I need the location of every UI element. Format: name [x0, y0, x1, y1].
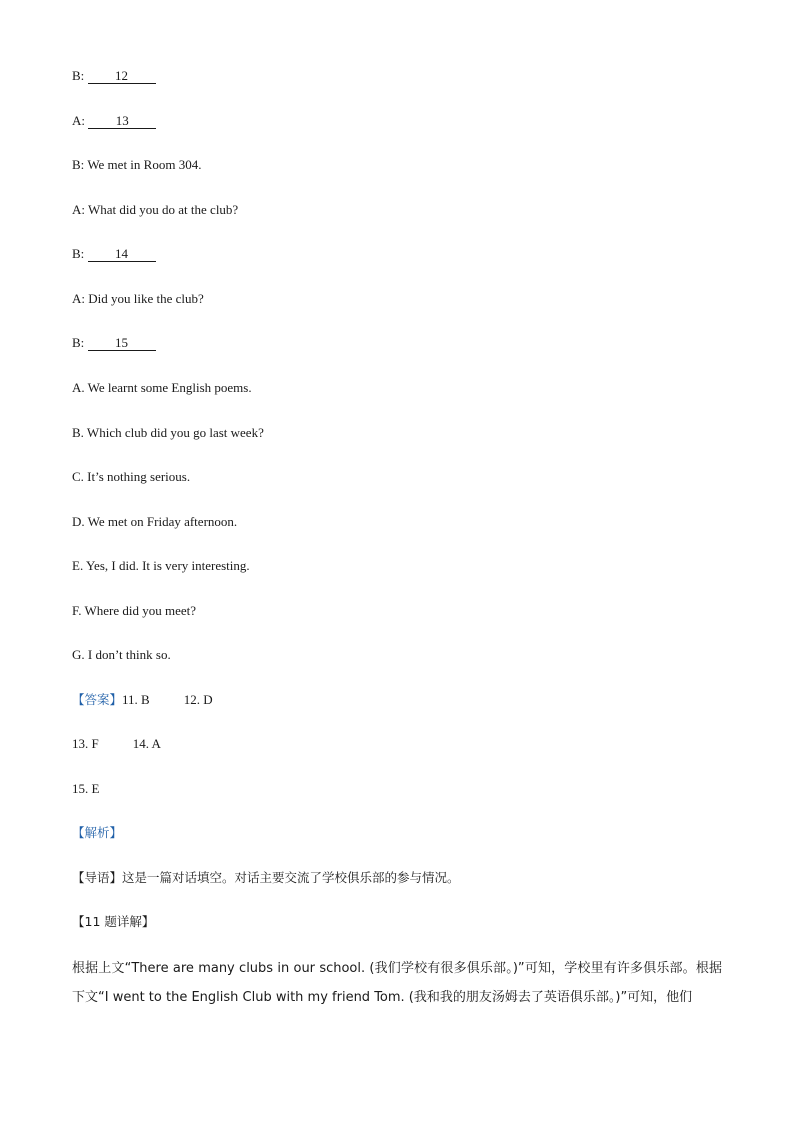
speaker-label: B:: [72, 157, 85, 172]
dialogue-line-1: [72, 67, 156, 85]
speaker-label: A:: [72, 291, 85, 306]
option-a: A. We learnt some English poems.: [72, 380, 252, 395]
answer-item: 12. D: [183, 692, 213, 707]
answer-row-1: [72, 691, 213, 709]
answer-blank-14: 14: [88, 247, 156, 262]
answer-row-3: [72, 780, 99, 798]
answer-blank-12: 12: [88, 69, 156, 84]
option-e: E. Yes, I did. It is very interesting.: [72, 558, 250, 573]
dialogue-line-4: [72, 201, 238, 219]
answer-item: 11. B: [122, 692, 150, 707]
option-c: C. It’s nothing serious.: [72, 469, 191, 484]
dialogue-text: We met in Room 304.: [87, 157, 202, 172]
option-b: B. Which club did you go last week?: [72, 425, 264, 440]
dialogue-line-7: [72, 334, 156, 352]
q11-heading: 【11 题详解】: [72, 914, 155, 929]
analysis-label: [72, 824, 122, 842]
dialogue-line-3: [72, 156, 201, 174]
dialogue-line-5: [72, 245, 156, 263]
option-g: G. I don’t think so.: [72, 647, 171, 662]
speaker-label: B:: [72, 68, 85, 83]
answer-label: 【答案】: [72, 692, 123, 707]
speaker-label: A:: [72, 113, 85, 128]
option-f: F. Where did you meet?: [72, 603, 196, 618]
option-d: D. We met on Friday afternoon.: [72, 514, 238, 529]
answer-item: 13. F: [72, 736, 99, 751]
guide-text: 【导语】这是一篇对话填空。对话主要交流了学校俱乐部的参与情况。: [72, 870, 460, 885]
answer-blank-15: 15: [88, 336, 156, 351]
dialogue-text: Did you like the club?: [88, 291, 204, 306]
q11-explanation: 根据上文“There are many clubs in our school. (我们学校有很多俱乐部。)”可知，学校里有许多俱乐部。根据下文“I went to the English Club with my friend Tom. (我和我的朋友汤姆去了英语俱乐部。)”可知，他们: [72, 961, 722, 1005]
dialogue-line-6: [72, 290, 204, 308]
dialogue-line-2: [72, 112, 156, 130]
answer-item: 15. E: [72, 781, 100, 796]
answer-blank-13: 13: [88, 114, 156, 129]
dialogue-text: What did you do at the club?: [88, 202, 239, 217]
answer-item: 14. A: [132, 736, 161, 751]
analysis-label-text: 【解析】: [72, 825, 123, 840]
speaker-label: A:: [72, 202, 85, 217]
answer-row-2: [72, 735, 161, 753]
speaker-label: B:: [72, 246, 85, 261]
speaker-label: B:: [72, 335, 85, 350]
